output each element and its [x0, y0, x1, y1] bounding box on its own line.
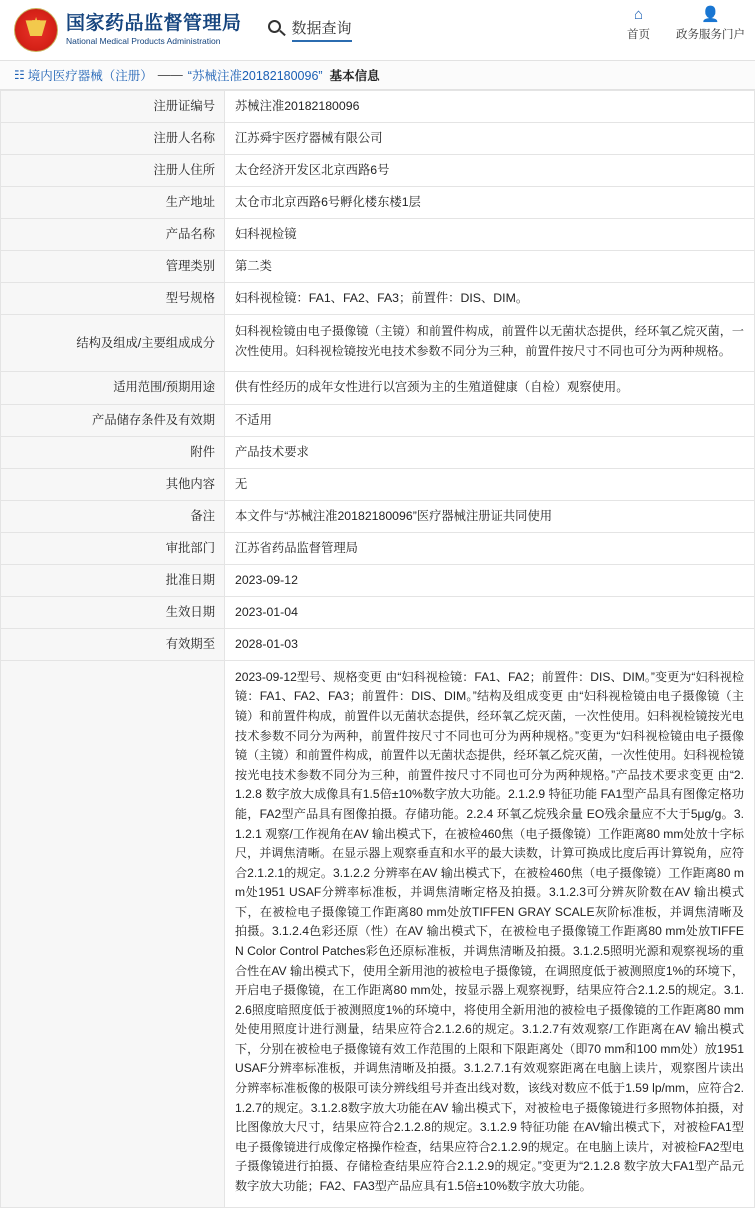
data-query-label: 数据查询 [292, 17, 352, 42]
row-label: 产品储存条件及有效期 [1, 404, 225, 436]
org-name-cn: 国家药品监督管理局 [66, 13, 242, 35]
table-row [1, 564, 755, 596]
site-header [0, 0, 755, 60]
table-row [1, 532, 755, 564]
row-label: 有效期至 [1, 628, 225, 660]
row-value: 江苏舜宇医疗器械有限公司 [225, 123, 755, 155]
nav-item-home[interactable] [627, 6, 650, 42]
row-value: 供有性经历的成年女性进行以宫颈为主的生殖道健康（自检）观察使用。 [225, 372, 755, 404]
table-row [1, 187, 755, 219]
row-value: 妇科视检镜 [225, 219, 755, 251]
table-row [1, 596, 755, 628]
row-label: 注册证编号 [1, 91, 225, 123]
org-name-en: National Medical Products Administration [66, 36, 221, 47]
table-row [1, 404, 755, 436]
row-value: 太仓市北京西路6号孵化楼东楼1层 [225, 187, 755, 219]
row-label: 适用范围/预期用途 [1, 372, 225, 404]
user-icon: 👤 [701, 6, 720, 23]
registration-detail-table [0, 90, 755, 1208]
table-row [1, 283, 755, 315]
row-label: 附件 [1, 436, 225, 468]
row-label: 生效日期 [1, 596, 225, 628]
row-value: 无 [225, 468, 755, 500]
breadcrumb-separator: —— [157, 68, 183, 82]
row-value: 苏械注准20182180096 [225, 91, 755, 123]
row-value: 产品技术要求 [225, 436, 755, 468]
table-row [1, 251, 755, 283]
row-value: 2023-01-04 [225, 596, 755, 628]
row-label: 注册人住所 [1, 155, 225, 187]
breadcrumb [0, 60, 755, 90]
row-value: 不适用 [225, 404, 755, 436]
row-value: 2028-01-03 [225, 628, 755, 660]
row-value: 太仓经济开发区北京西路6号 [225, 155, 755, 187]
table-row [1, 468, 755, 500]
table-row [1, 628, 755, 660]
row-value: 2023-09-12型号、规格变更 由“妇科视检镜：FA1、FA2；前置件：DIS、DIM。”变更为“妇科视检镜：FA1、FA2、FA3；前置件：DIS、DIM。”结构及组成变更 由“妇科视检镜由电子摄像镜（主镜）和前置件构成，前置件以无菌状态提供，经环氧乙烷灭菌，一次性使用。妇科视检镜按光电技术参数不同分为两种，前置件按尺寸不同也可分为两种规格。”变更为“妇科视检镜由电子摄像镜（主镜）和前置件构成，前置件以无菌状态提供，经环氧乙烷灭菌，一次性使用。妇科视检镜按光电技术参数不同分为三种，前置件按尺寸不同也可分为两种规格。”产品技术要求变更 由“2.1.2.8 数字放大成像具有1.5倍±10%数字放大功能。2.1.2.9 特征功能 FA1型产品具有图像定格功能，FA2型产品具有图像拍摄。存储功能。2.2.4 环氧乙烷残余量 EO残余量应不大于5μg/g。3.1.2.1 观察/工作视角在AV 输出模式下，在被检460焦（电子摄像镜）工作距离80 mm处放十字标尺，并调焦清晰。在显示器上观察垂直和水平的最大读数，计算可换成比度后再计算锐角，应符合2.1.2.1的规定。3.1.2.2 分辨率在AV 输出模式下，在被检460焦（电子摄像镜）工作距离80 mm处1951 USAF分辨率标准板，并调焦清晰定格及拍摄。3.1.2.3可分辨灰阶数在AV 输出模式下，在被检电子摄像镜工作距离80 mm处放TIFFEN GRAY SCALE灰阶标准板，并调焦清晰及拍摄。3.1.2.4色彩还原（性）在AV 输出模式下，在被检电子摄像镜工作距离80 mm处放TIFFEN Color Control Patches彩色还原标准板，并调焦清晰及拍摄。3.1.2.5照明光源和观察视场的重合性在AV 输出模式下，使用全新用池的被检电子摄像镜，在调照度低于被测照度1%的环境下，开启电子摄像镜，在工作距离80 mm处，按显示器上观察视野，结果应符合2.1.2.5的规定。3.1.2.6照度暗照度低于被测照度1%的环境中，将使用全新用池的被检电子摄像镜的工作距离80 mm处使用照度计进行测量，结果应符合2.1.2.6的规定。3.1.2.7有效观察/工作距离在AV 输出模式下，分别在被检电子摄像镜有效工作范围的上限和下限距离处（即70 mm和100 mm处）放1951 USAF分辨率标准板，并调焦清晰及拍摄。3.1.2.7.1有效观察距离在电脑上读片，观察图片读出分辨率标准板像的极限可读分辨线组号并查出线对数，该线对数应不低于1.59 lp/mm，应符合2.1.2.7的规定。3.1.2.8数字放大功能在AV 输出模式下，对被检电子摄像镜进行多照物体拍摄，对比图像放大尺寸，结果应符合2.1.2.8的规定。3.1.2.9 特征功能 在AV输出模式下，对被检FA1型电子摄像镜进行成像定格操作检查，结果应符合2.1.2.9的规定。在电脑上读片，对被检FA2型电子摄像镜进行拍摄、存储检查结果应符合2.1.2.9的规定。”变更为“2.1.2.8 数字放大FA1型产品元数字放大功能；FA2、FA3型产品应具有1.5倍±10%数字放大功能。 [225, 660, 755, 1207]
table-row [1, 219, 755, 251]
table-row [1, 372, 755, 404]
row-label: 备注 [1, 500, 225, 532]
header-nav [627, 6, 745, 42]
row-value: 2023-09-12 [225, 564, 755, 596]
document-icon: ☷ [14, 68, 25, 82]
row-value: 本文件与“苏械注准20182180096”医疗器械注册证共同使用 [225, 500, 755, 532]
breadcrumb-section[interactable]: 境内医疗器械（注册） [27, 69, 153, 83]
row-label: 审批部门 [1, 532, 225, 564]
table-row [1, 315, 755, 372]
breadcrumb-record[interactable]: “苏械注准20182180096” [187, 69, 323, 83]
row-label: 型号规格 [1, 283, 225, 315]
search-icon [266, 18, 288, 40]
home-icon: ⌂ [633, 6, 644, 23]
row-label: 批准日期 [1, 564, 225, 596]
row-value: 妇科视检镜：FA1、FA2、FA3；前置件：DIS、DIM。 [225, 283, 755, 315]
org-name-block [66, 13, 242, 46]
row-label: 管理类别 [1, 251, 225, 283]
row-label: 产品名称 [1, 219, 225, 251]
row-value: 第二类 [225, 251, 755, 283]
table-row [1, 123, 755, 155]
row-label: 结构及组成/主要组成成分 [1, 315, 225, 372]
row-value: 江苏省药品监督管理局 [225, 532, 755, 564]
table-row [1, 155, 755, 187]
row-label: 其他内容 [1, 468, 225, 500]
breadcrumb-current: 基本信息 [329, 69, 380, 83]
table-row [1, 436, 755, 468]
table-row [1, 660, 755, 1207]
nav-item-home-label: 首页 [627, 29, 650, 41]
data-query-link[interactable] [266, 17, 352, 44]
nav-item-gov-portal-label: 政务服务门户 [676, 29, 745, 41]
row-label: 注册人名称 [1, 123, 225, 155]
table-row [1, 91, 755, 123]
row-label [1, 660, 225, 1207]
table-row [1, 500, 755, 532]
national-emblem-icon [14, 8, 58, 52]
nav-item-gov-portal[interactable] [676, 6, 745, 42]
row-label: 生产地址 [1, 187, 225, 219]
row-value: 妇科视检镜由电子摄像镜（主镜）和前置件构成，前置件以无菌状态提供，经环氧乙烷灭菌，一次性使用。妇科视检镜按光电技术参数不同分为三种，前置件按尺寸不同也可分为两种规格。 [225, 315, 755, 372]
detail-table-body [1, 91, 755, 1208]
